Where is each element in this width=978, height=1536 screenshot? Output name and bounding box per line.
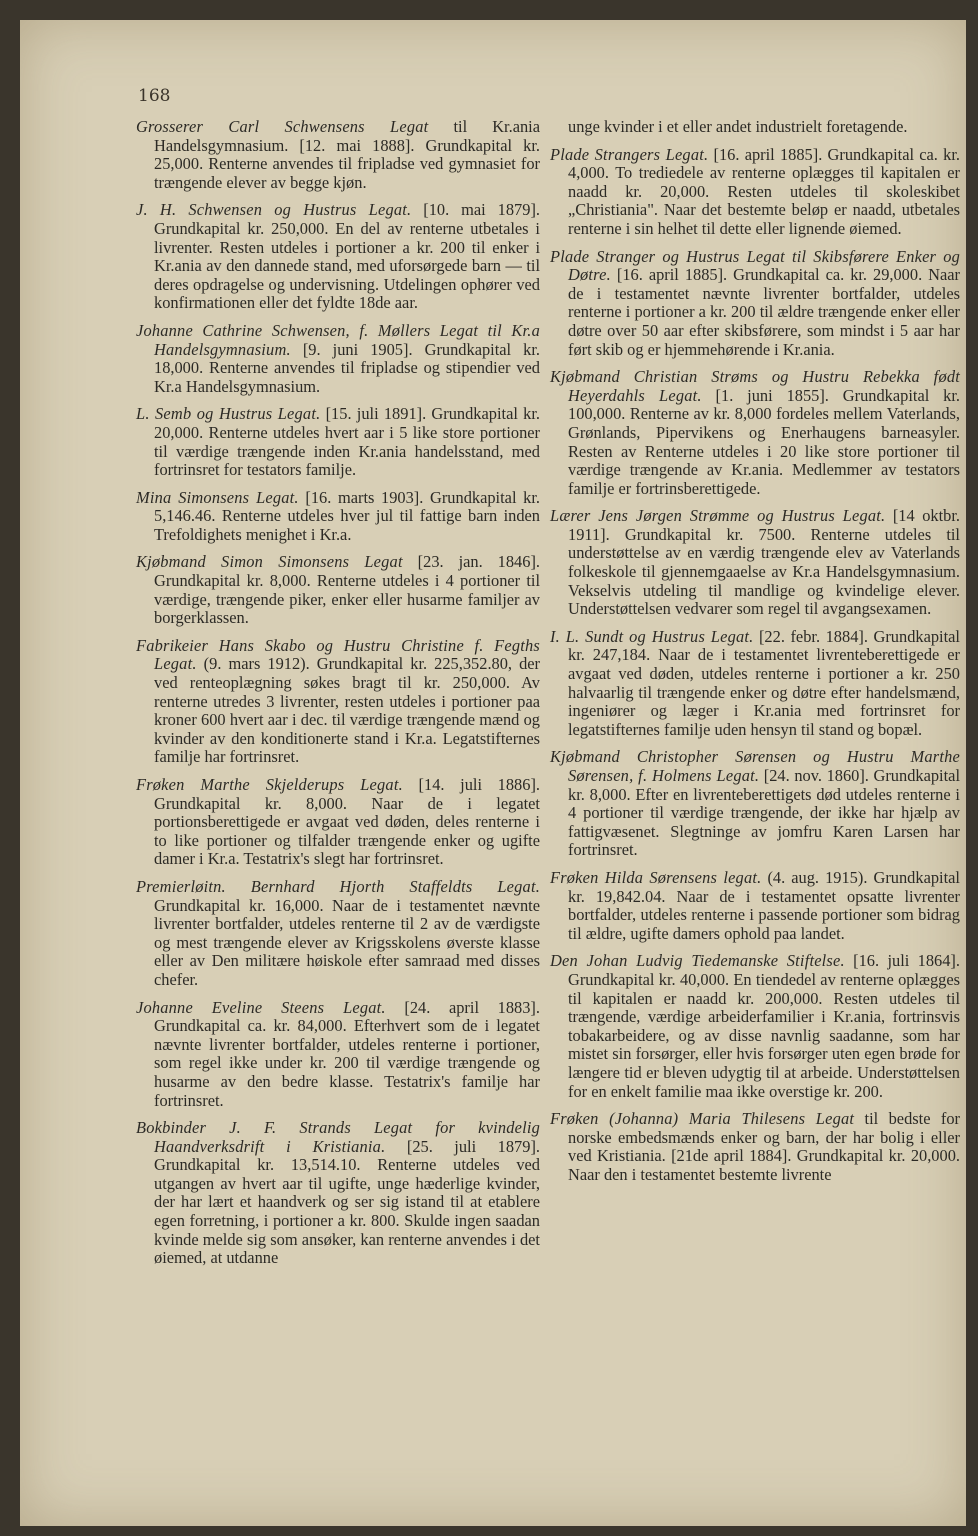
entry-text: Grundkapital kr. 16,000. Naar de i testamentet nævnte livrenter bortfalder, utdeles renterne til 2 av de værdigste og mest trængende elever av Krigsskolens øverste klasse eller av Den militære høiskole efter samraad med disses chefer. (154, 895, 540, 989)
entry-text: [14 oktbr. 1911]. Grundkapital kr. 7500. Renterne utdeles til understøttelse av en værdig trængende elev av Vaterlands folkeskole til gjennemgaaelse av Kr.a Handelsgymnasium. Vekselvis utdeling til mandlige og kvindelige elever. Understøttelsen vedvarer som regel til avgangsexamen. (568, 506, 960, 619)
left-column (136, 118, 540, 1277)
entry-heading: Plade Strangers Legat. (550, 144, 709, 164)
entry-heading: Premierløitn. Bernhard Hjorth Staffeldts Legat. (136, 876, 540, 896)
legat-entry (136, 322, 540, 396)
entry-text: (4. aug. 1915). Grundkapital kr. 19,842.04. Naar de i testamentet opsatte livrenter bortfalder, utdeles renterne i passende portioner som bidrag til ældre, ugifte damers ophold paa landet. (568, 867, 960, 943)
legat-entry (550, 628, 960, 740)
entry-text: [25. juli 1879]. Grundkapital kr. 13,514.10. Renterne utdeles ved utgangen av hvert aar til ugifte, unge hæderlige kvinder, der har lært et haandverk og ser sig istand til at etablere egen forretning, i portioner a kr. 800. Skulde ingen saadan kvinde melde sig som ansøker, kan renterne anvendes i det øiemed, at utdanne (154, 1136, 540, 1268)
entry-heading: I. L. Sundt og Hustrus Legat. (550, 626, 754, 646)
entry-text: til Kr.ania Handelsgymnasium. [12. mai 1888]. Grundkapital kr. 25,000. Renterne anvendes til fripladse ved gymnasiet for trængende elever av begge kjøn. (154, 117, 540, 192)
legat-entry (550, 748, 960, 860)
legat-entry (136, 489, 540, 545)
legat-entry (136, 776, 540, 869)
legat-entry (550, 248, 960, 360)
legat-entry (550, 1110, 960, 1184)
entry-text: [10. mai 1879]. Grundkapital kr. 250,000. En del av renterne utbetales i livrenter. Resten utdeles i portioner a kr. 200 til enker i Kr.ania av den dannede stand, med uforsørgede barn — til deres opdragelse og undervisning. Utdelingen ophører ved konfirmationen eller det fyldte 18de aar. (154, 200, 540, 313)
entry-text: [1. juni 1855]. Grundkapital kr. 100,000. Renterne av kr. 8,000 fordeles mellem Vaterlands, Grønlands, Pipervikens og Enerhaugens barneasyler. Resten av Renterne utdeles i 20 like store portioner til værdige trængende av Kr.ania. Medlemmer av testators familje er fortrinsberettigede. (568, 385, 960, 498)
legat-entry (550, 869, 960, 943)
legat-entry (550, 368, 960, 498)
entry-text: [24. april 1883]. Grundkapital ca. kr. 84,000. Efterhvert som de i legatet nævnte livrenter bortfalder, utdeles renterne i portioner, som regel ikke under kr. 200 til værdige trængende og husarme av den bedre klasse. Testatrix's familje har fortrinsret. (154, 997, 540, 1110)
legat-entry (136, 1119, 540, 1268)
entry-heading: Johanne Cathrine Schwensen, f. Møllers Legat til Kr.a Handelsgymnasium. (136, 320, 540, 359)
entry-heading: L. Semb og Hustrus Legat. (136, 404, 321, 424)
page-number: 168 (138, 86, 171, 106)
entry-heading: Kjøbmand Christopher Sørensen og Hustru Marthe Sørensen, f. Holmens Legat. (550, 747, 960, 785)
legat-entry (136, 878, 540, 990)
entry-heading: Fabrikeier Hans Skabo og Hustru Christine f. Fegths Legat. (136, 635, 540, 674)
entry-heading: Lærer Jens Jørgen Strømme og Hustrus Legat. (550, 506, 886, 526)
entry-text: til bedste for norske embedsmænds enker og barn, der har bolig i eller ved Kristiania. [21de april 1884]. Grundkapital kr. 20,000. Naar den i testamentet bestemte livrente (568, 1109, 960, 1184)
entry-text: [16. marts 1903]. Grundkapital kr. 5,146.46. Renterne utdeles hver jul til fattige barn inden Trefoldighets menighet i Kr.a. (154, 487, 540, 544)
legat-entry (136, 553, 540, 627)
entry-text: [15. juli 1891]. Grundkapital kr. 20,000. Renterne utdeles hvert aar i 5 like store portioner til værdige trængende inden Kr.ania handelsstand, med fortrinsret for testators familje. (154, 404, 540, 480)
legat-entry (136, 637, 540, 767)
entry-text: [23. jan. 1846]. Grundkapital kr. 8,000. Renterne utdeles i 4 portioner til værdige, trængende piker, enker eller husarme familjer av borgerklassen. (154, 552, 540, 628)
entry-heading: Kjøbmand Simon Simonsens Legat (136, 552, 403, 572)
entry-text: [14. juli 1886]. Grundkapital kr. 8,000. Naar de i legatet portionsberettigede er avgaat ved døden, deles renterne i to like portioner og tilfalder trængende enker og ugifte damer i Kr.a. Testatrix's slegt har fortrinsret. (154, 775, 540, 869)
entry-text: [22. febr. 1884]. Grundkapital kr. 247,184. Naar de i testamentet livrenteberettigede er avgaat ved døden, utdeles renterne i portioner a kr. 250 halvaarlig til trængende enker og døtre efter handelsmænd, ingeniører og læger i Kr.ania med fortrinsret for legatstifternes familje uden hensyn til stand og bopæl. (568, 626, 960, 739)
entry-heading: Johanne Eveline Steens Legat. (136, 997, 386, 1017)
entry-heading: Kjøbmand Christian Strøms og Hustru Rebekka født Heyerdahls Legat. (550, 367, 960, 405)
legat-entry (136, 201, 540, 313)
right-column (550, 118, 960, 1193)
entry-text: [16. april 1885]. Grundkapital ca. kr. 4,000. To trediedele av renterne oplægges til kapitalen er naadd kr. 20,000. Resten utdeles til skoleskibet „Christiania". Naar det bestemte beløp er naadd, utbetales renterne i sin helhet til dette eller lignende øiemed. (568, 144, 960, 238)
entry-heading: Den Johan Ludvig Tiedemanske Stiftelse. (550, 951, 845, 971)
legat-entry-continued (550, 118, 960, 137)
legat-entry (136, 118, 540, 192)
legat-entry (550, 146, 960, 239)
legat-entry (550, 507, 960, 619)
entry-text: [24. nov. 1860]. Grundkapital kr. 8,000. Efter en livrenteberettigets død utdeles renterne i 4 portioner til værdige trængende, der ikke har hjælp av fattigvæsenet. Slegtninge av jomfru Karen Larsen har fortrinsret. (568, 766, 960, 860)
legat-entry (136, 405, 540, 479)
entry-text: [16. april 1885]. Grundkapital ca. kr. 29,000. Naar de i testamentet nævnte livrenter bortfalder, utdeles renterne i portioner a kr. 200 til ældre trængende enker eller døtre over 50 aar efter skibsførere, som mindst i 5 aar har ført skib og er hjemmehørende i Kr.ania. (568, 265, 960, 359)
legat-entry (550, 952, 960, 1101)
entry-heading: Frøken (Johanna) Maria Thilesens Legat (550, 1109, 855, 1129)
entry-text: unge kvinder i et eller andet industrielt foretagende. (568, 117, 908, 136)
entry-text: [9. juni 1905]. Grundkapital kr. 18,000. Renterne anvendes til fripladse og stipendier ved Kr.a Handelsgymnasium. (154, 339, 540, 396)
entry-heading: Bokbinder J. F. Strands Legat for kvindelig Haandverksdrift i Kristiania. (136, 1118, 540, 1156)
entry-heading: Grosserer Carl Schwensens Legat (136, 117, 429, 136)
entry-heading: Frøken Hilda Sørensens legat. (550, 867, 762, 887)
entry-heading: Frøken Marthe Skjelderups Legat. (136, 775, 403, 794)
document-page (20, 20, 966, 1526)
entry-heading: Plade Stranger og Hustrus Legat til Skibsførere Enker og Døtre. (550, 246, 960, 285)
entry-text: [16. juli 1864]. Grundkapital kr. 40,000. En tiendedel av renterne oplægges til kapitalen er naadd kr. 200,000. Resten utdeles til trængende, værdige arbeiderfamilier i Kr.ania, fortrinsvis tobakarbeidere, og av disse navnlig saadanne, som har mistet sin forsørger, eller hvis forsørger uten egen brøde for længere tid er bleven udygtig til at arbeide. Understøttelsen for en enkelt familie maa ikke overstige kr. 200. (568, 951, 960, 1101)
entry-text: (9. mars 1912). Grundkapital kr. 225,352.80, der ved renteoplægning søkes bragt til kr. 250,000. Av renterne utredes 3 livrenter, resten utdeles i portioner paa kroner 600 hvert aar i dec. til værdige trængende mænd og kvinder av den konditionerte stand i Kr.a. Legatstifternes familje har fortrinsret. (154, 654, 540, 767)
entry-heading: Mina Simonsens Legat. (136, 487, 299, 507)
legat-entry (136, 999, 540, 1111)
entry-heading: J. H. Schwensen og Hustrus Legat. (136, 200, 412, 220)
